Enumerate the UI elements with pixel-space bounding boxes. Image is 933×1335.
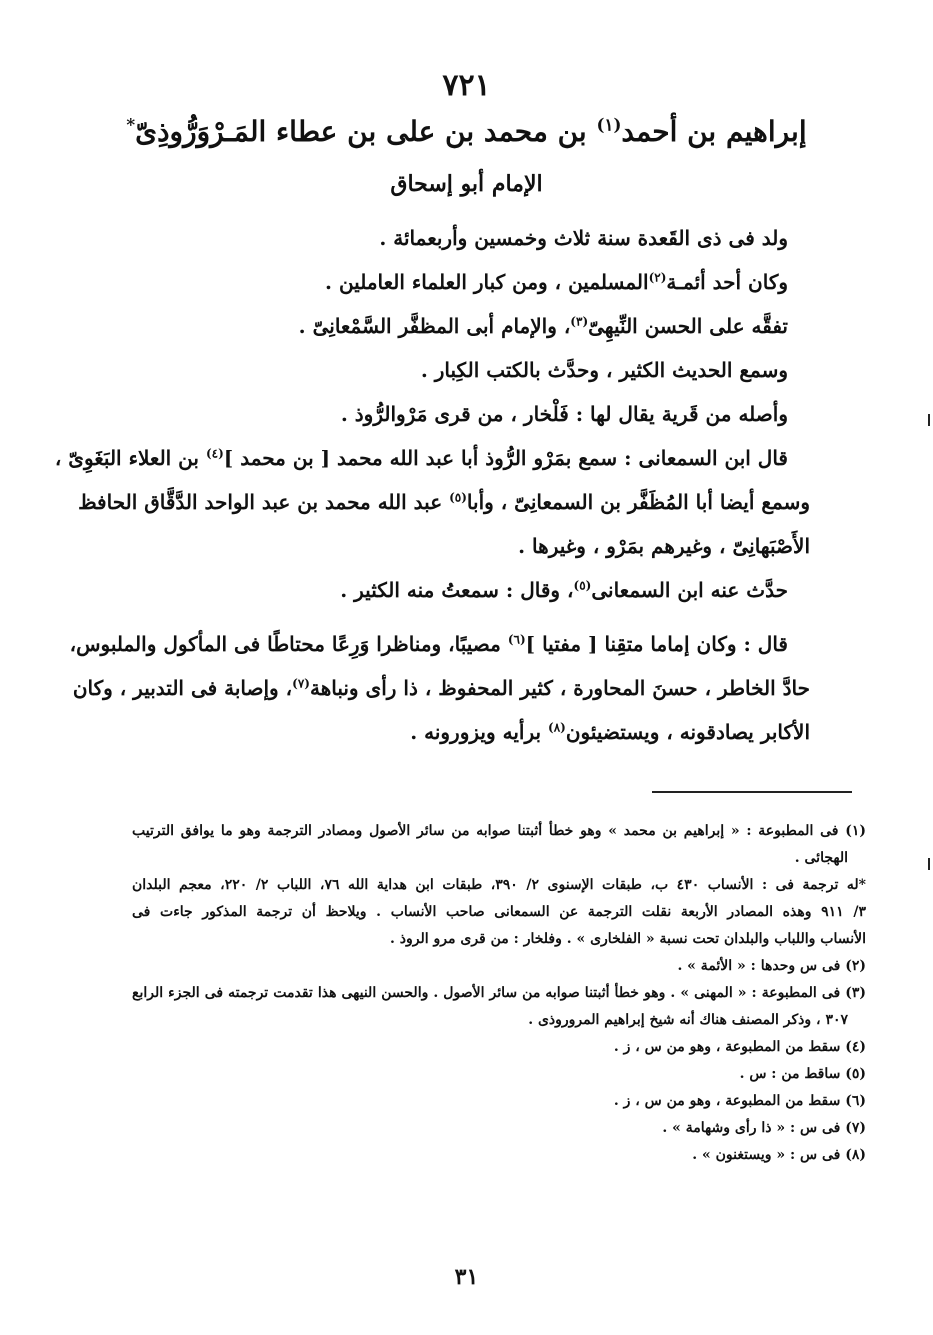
line-text: ، والإمام أبى المظفَّر السَّمْعانِىّ . bbox=[298, 314, 571, 338]
title-star-ref: * bbox=[126, 114, 136, 135]
text-line bbox=[132, 304, 810, 348]
line-text: الأكابر يصادقونه ، ويستضيئون bbox=[565, 720, 810, 744]
line-text: وسمع أيضا أبا المُظَفَّر بن السمعانِىّ ، وأبا bbox=[466, 490, 810, 514]
footnote-ref: (٦) bbox=[507, 632, 526, 647]
text-line bbox=[132, 260, 810, 304]
line-text: قال ابن السمعانى : سمع بمَرْو الرُّوذ أبا عبد الله محمد [ بن محمد ] bbox=[223, 446, 788, 470]
text-line bbox=[72, 666, 810, 710]
line-text: ، وإصابة فى التدبير ، وكان bbox=[72, 676, 293, 700]
paragraph-gap bbox=[132, 612, 810, 622]
text-line bbox=[132, 710, 810, 754]
page-number: ٣١ bbox=[454, 1264, 479, 1290]
footnote-line: (٤) سقط من المطبوعة ، وهو من س ، ز . bbox=[613, 1039, 866, 1055]
footnote-line: ٣٠٧ ، وذكر المصنف هناك أنه شيخ إبراهيم المروروذى . bbox=[528, 1012, 848, 1028]
footnote-line: *له ترجمة فى : الأنساب ٤٣٠ ب، طبقات الإسنوى ٢/ ٣٩٠، طبقات ابن هداية الله ٧٦، اللباب ٢/ ٢٢٠، معجم البلدان bbox=[132, 877, 866, 893]
footnote-line: (٣) فى المطبوعة : « المهنى » . وهو خطأ أثبتنا صوابه من سائر الأصول . والحسن النيهى هذا تقدمت ترجمته فى الجزء الرابع bbox=[132, 985, 866, 1001]
text-line bbox=[132, 524, 810, 568]
footnote-ref: (٧) bbox=[292, 676, 310, 691]
line-text: بن العلاء البَغَوِىّ ، bbox=[54, 446, 206, 470]
footnote-line: (٧) فى س : « ذا رأى وشهامة » . bbox=[662, 1120, 866, 1136]
margin-mark bbox=[928, 414, 930, 426]
line-text: حادَّ الخاطر ، حسنَ المحاورة ، كثير المحفوظ ، ذا رأى ونباهة bbox=[309, 676, 810, 700]
line-text: برأيه ويزورونه . bbox=[410, 720, 549, 744]
title-footnote-ref: (١) bbox=[596, 114, 622, 135]
footnote-divider bbox=[652, 791, 852, 793]
entry-title bbox=[100, 112, 833, 152]
footnote-line: (٢) فى س وحدها : « الأئمة » . bbox=[677, 958, 866, 974]
text-line bbox=[78, 480, 810, 524]
line-text: عبد الله محمد بن عبد الواحد الدَّقَّاق الحافظ bbox=[78, 490, 450, 514]
footnote-line: (١) فى المطبوعة : « إبراهيم بن محمد » وهو خطأ أثبتنا صوابه من سائر الأصول ومصادر الترجمة وهو ما يوافق الترتيب bbox=[132, 823, 866, 839]
footnote-line: (٨) فى س : « ويستغنون » . bbox=[692, 1147, 866, 1163]
line-text: وأصله من قَرية يقال لها : فَلْخار ، من قرى مَرْوالرُّوذ . bbox=[340, 402, 788, 426]
line-text: الأَصْبَهانِىّ ، وغيرهم بمَرْو ، وغيرها . bbox=[518, 534, 810, 558]
footnote-line: (٥) ساقط من : س . bbox=[739, 1066, 866, 1082]
line-text: ، وقال : سمعتُ منه الكثير . bbox=[340, 578, 574, 602]
text-line bbox=[132, 216, 810, 260]
footnote-ref: (٢) bbox=[648, 270, 667, 285]
line-text: وكان أحد أئمـة bbox=[666, 270, 788, 294]
footnote-line: الأنساب واللباب والبلدان تحت نسبة « الفلخارى » . وفلخار : من قرى مرو الروذ . bbox=[390, 931, 866, 947]
footnote-ref: (٤) bbox=[205, 446, 224, 461]
body-text bbox=[54, 216, 810, 754]
margin-mark bbox=[928, 858, 930, 870]
footnote-line: (٦) سقط من المطبوعة ، وهو من س ، ز . bbox=[613, 1093, 866, 1109]
line-text: حدَّث عنه ابن السمعانى bbox=[591, 578, 788, 602]
footnote-ref: (٣) bbox=[570, 314, 589, 329]
line-text: مصيبًا، ومناظرا وَرِعًا محتاطًا فى المأكول والملبوس، bbox=[69, 632, 508, 656]
text-line bbox=[132, 568, 810, 612]
line-text: وسمع الحديث الكثير ، وحدَّث بالكتب الكِبار . bbox=[420, 358, 788, 382]
line-text: ولد فى ذى القَعدة سنة ثلاث وخمسين وأربعمائة . bbox=[379, 226, 788, 250]
entry-number: ٧٢١ bbox=[442, 68, 491, 103]
footnote-line: الهجائى . bbox=[794, 850, 848, 866]
footnote-line: ٣/ ٩١١ وهذه المصادر الأربعة نقلت الترجمة عن السمعانى صاحب الأنساب . ويلاحظ أن ترجمة المذكور جاءت فى bbox=[132, 904, 866, 920]
text-line bbox=[132, 392, 810, 436]
footnote-ref: (٥) bbox=[449, 490, 467, 505]
line-text: المسلمين ، ومن كبار العلماء العاملين . bbox=[325, 270, 649, 294]
footnote-ref: (٥) bbox=[573, 578, 592, 593]
entry-subtitle: الإمام أبو إسحاق bbox=[390, 171, 543, 197]
text-line bbox=[132, 348, 810, 392]
footnotes bbox=[132, 818, 866, 1169]
title-main: إبراهيم بن أحمد bbox=[621, 115, 807, 148]
line-text: تفقَّه على الحسن النِّيهِىّ bbox=[588, 314, 788, 338]
title-rest: بن محمد بن على بن عطاء المَـرْوَرُّوذِىّ bbox=[135, 115, 597, 148]
footnote-ref: (٨) bbox=[548, 720, 566, 735]
text-line bbox=[54, 436, 810, 480]
line-text: قال : وكان إماما متقِنا [ مفتيا ] bbox=[525, 632, 788, 656]
text-line bbox=[69, 622, 810, 666]
